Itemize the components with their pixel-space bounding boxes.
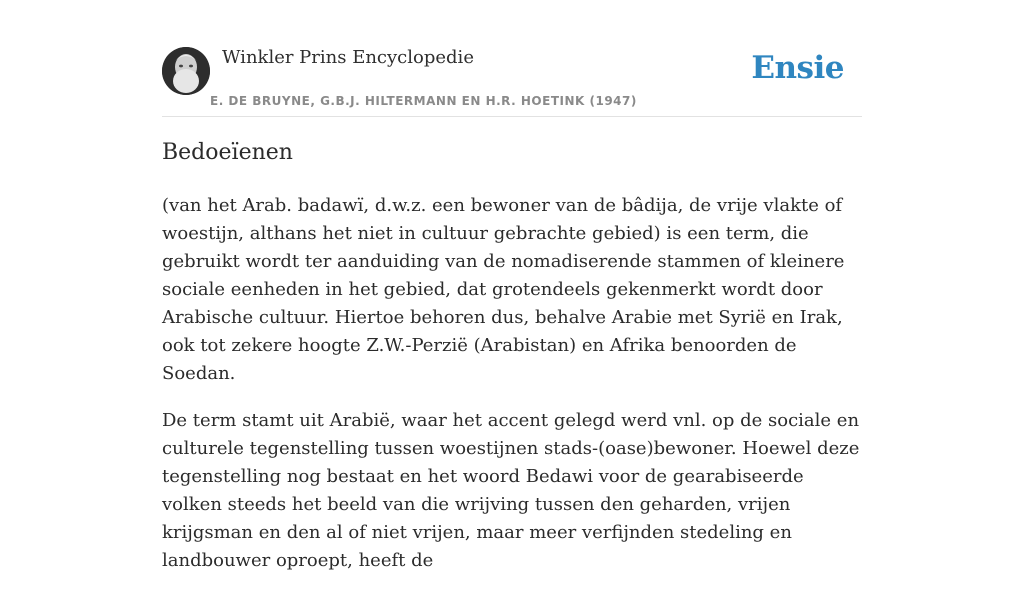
site-title[interactable]: Winkler Prins Encyclopedie	[222, 47, 474, 68]
site-header	[162, 45, 862, 117]
authors-line: E. DE BRUYNE, G.B.J. HILTERMANN EN H.R. HOETINK (1947)	[210, 94, 637, 108]
author-portrait-avatar[interactable]	[162, 47, 210, 95]
paragraph: De term stamt uit Arabië, waar het accent gelegd werd vnl. op de sociale en culturele tegenstelling tussen woestijnen stads-(oase)bewoner. Hoewel deze tegenstelling nog bestaat en het woord Bedawi voor de gearabiseerde volken steeds het beeld van die wrijving tussen den geharden, vrijen krijgsman en den al of niet vrijen, maar meer verfijnden stedeling en landbouwer oproept, heeft de	[162, 410, 860, 571]
article-body	[162, 192, 867, 594]
brand-logo[interactable]: Ensie	[751, 50, 844, 86]
article-title: Bedoeïenen	[162, 140, 293, 165]
paragraph: (van het Arab. badawï, d.w.z. een bewoner van de bâdija, de vrije vlakte of woestijn, althans het niet in cultuur gebrachte gebied) is een term, die gebruikt wordt ter aanduiding van de nomadiserende stammen of kleinere sociale eenheden in het gebied, dat grotendeels gekenmerkt wordt door Arabische cultuur. Hiertoe behoren dus, behalve Arabie met Syrië en Irak, ook tot zekere hoogte Z.W.-Perzië (Arabistan) en Afrika benoorden de Soedan.	[162, 195, 845, 384]
